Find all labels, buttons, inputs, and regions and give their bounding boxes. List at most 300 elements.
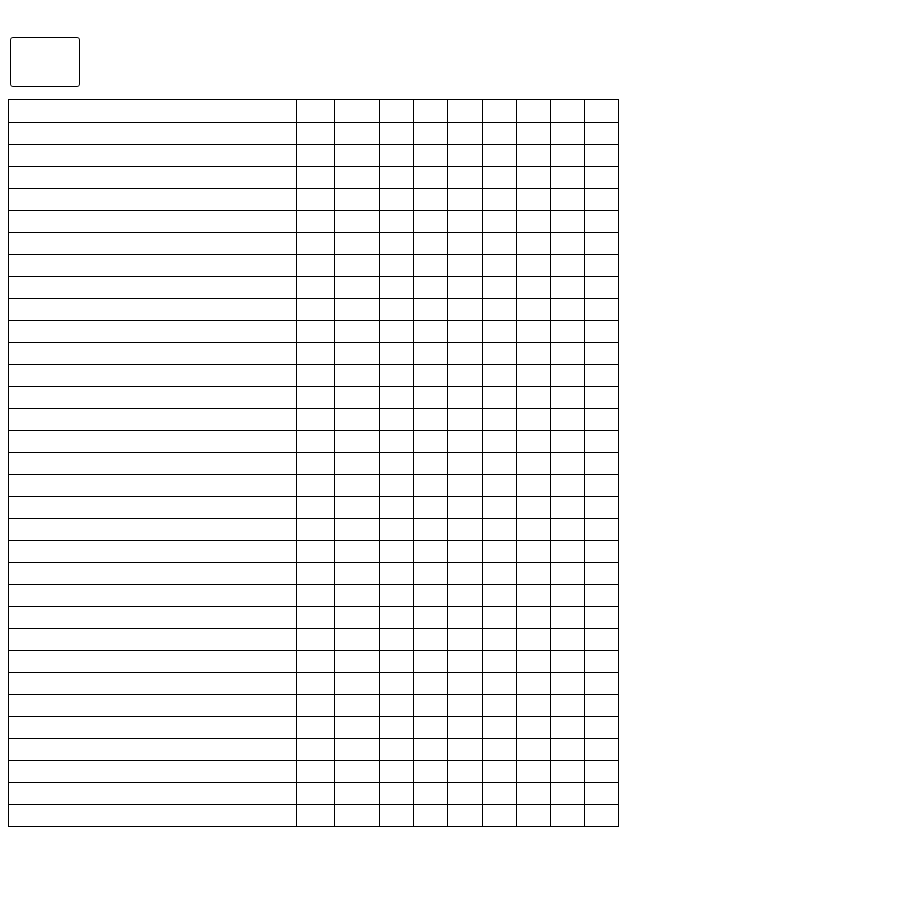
stop-name (9, 695, 297, 717)
departure-time (448, 387, 483, 409)
sum-value (335, 805, 380, 827)
departure-time (448, 585, 483, 607)
sum-value (335, 431, 380, 453)
sum-value (335, 739, 380, 761)
departure-time (448, 321, 483, 343)
table-row (9, 255, 619, 277)
departure-time (414, 783, 448, 805)
departure-time (483, 585, 517, 607)
departure-time (517, 277, 551, 299)
departure-time (517, 673, 551, 695)
stop-name (9, 277, 297, 299)
departure-time (414, 585, 448, 607)
sum-value (335, 321, 380, 343)
departure-time (448, 629, 483, 651)
km-value (297, 211, 335, 233)
sum-header (335, 100, 380, 123)
departure-time (585, 431, 619, 453)
departure-time (380, 761, 414, 783)
departure-time (483, 321, 517, 343)
departure-time (448, 145, 483, 167)
sum-value (335, 277, 380, 299)
day-code (517, 123, 551, 145)
departure-time (414, 629, 448, 651)
departure-time (483, 673, 517, 695)
departure-time (551, 497, 585, 519)
departure-time (448, 651, 483, 673)
stop-name (9, 783, 297, 805)
stop-name (9, 365, 297, 387)
departure-time (448, 673, 483, 695)
departure-time (551, 805, 585, 827)
stop-name (9, 585, 297, 607)
departure-time (448, 409, 483, 431)
departure-time (551, 739, 585, 761)
sum-value (335, 783, 380, 805)
table-row (9, 365, 619, 387)
departure-time (517, 629, 551, 651)
departure-time (517, 343, 551, 365)
stop-name (9, 409, 297, 431)
departure-time (483, 783, 517, 805)
table-row (9, 189, 619, 211)
departure-time (551, 629, 585, 651)
stop-name (9, 717, 297, 739)
departure-time (414, 409, 448, 431)
departure-time (483, 805, 517, 827)
departure-time (551, 343, 585, 365)
stop-name (9, 497, 297, 519)
departure-time (483, 409, 517, 431)
departure-time (448, 695, 483, 717)
departure-time (585, 211, 619, 233)
departure-time (448, 761, 483, 783)
departure-time (551, 431, 585, 453)
sum-value (335, 585, 380, 607)
departure-time (517, 607, 551, 629)
departure-time (585, 607, 619, 629)
departure-time (448, 431, 483, 453)
km-value (297, 585, 335, 607)
departure-time (517, 233, 551, 255)
sum-value (335, 453, 380, 475)
departure-time (380, 211, 414, 233)
km-value (297, 497, 335, 519)
km-value (297, 651, 335, 673)
departure-time (517, 255, 551, 277)
departure-time (585, 277, 619, 299)
departure-time (448, 717, 483, 739)
table-row (9, 673, 619, 695)
departure-time (380, 409, 414, 431)
table-row (9, 277, 619, 299)
departure-time (448, 167, 483, 189)
departure-time (517, 519, 551, 541)
departure-time (380, 651, 414, 673)
stop-name (9, 233, 297, 255)
departure-time (517, 651, 551, 673)
departure-time (448, 475, 483, 497)
km-value (297, 409, 335, 431)
sum-value (335, 475, 380, 497)
departure-time (414, 805, 448, 827)
table-row (9, 717, 619, 739)
departure-time (380, 387, 414, 409)
sum-value (335, 387, 380, 409)
departure-time (380, 541, 414, 563)
stop-name (9, 651, 297, 673)
departure-time (414, 387, 448, 409)
departure-time (551, 607, 585, 629)
course-number (585, 100, 619, 123)
departure-time (448, 255, 483, 277)
departure-time (551, 387, 585, 409)
departure-time (448, 607, 483, 629)
sum-value (335, 299, 380, 321)
km-value (297, 519, 335, 541)
departure-time (483, 277, 517, 299)
km-value (297, 695, 335, 717)
table-row (9, 805, 619, 827)
stop-name (9, 607, 297, 629)
km-value (297, 255, 335, 277)
departure-time (483, 189, 517, 211)
departure-time (551, 585, 585, 607)
departure-time (551, 761, 585, 783)
departure-time (483, 563, 517, 585)
departure-time (551, 673, 585, 695)
km-value (297, 673, 335, 695)
departure-time (414, 299, 448, 321)
departure-time (414, 761, 448, 783)
stop-name (9, 431, 297, 453)
km-value (297, 783, 335, 805)
departure-time (517, 387, 551, 409)
departure-time (380, 321, 414, 343)
km-value (297, 607, 335, 629)
departure-time (414, 673, 448, 695)
stop-name (9, 453, 297, 475)
departure-time (414, 431, 448, 453)
departure-time (551, 783, 585, 805)
departure-time (585, 299, 619, 321)
departure-time (380, 233, 414, 255)
departure-time (585, 563, 619, 585)
table-row (9, 453, 619, 475)
table-row (9, 343, 619, 365)
departure-time (483, 387, 517, 409)
sum-value (335, 255, 380, 277)
departure-time (551, 277, 585, 299)
departure-time (380, 189, 414, 211)
stop-name (9, 629, 297, 651)
departure-time (483, 145, 517, 167)
table-row (9, 145, 619, 167)
table-row (9, 409, 619, 431)
table-row (9, 431, 619, 453)
departure-time (551, 145, 585, 167)
km-value (297, 233, 335, 255)
departure-time (551, 519, 585, 541)
departure-time (380, 783, 414, 805)
km-value (297, 167, 335, 189)
departure-time (448, 497, 483, 519)
departure-time (414, 497, 448, 519)
departure-time (483, 431, 517, 453)
departure-time (585, 189, 619, 211)
departure-time (380, 673, 414, 695)
km-value (297, 189, 335, 211)
departure-time (551, 365, 585, 387)
departure-time (414, 233, 448, 255)
departure-time (585, 805, 619, 827)
departure-time (551, 233, 585, 255)
departure-time (551, 541, 585, 563)
departure-time (414, 717, 448, 739)
departure-time (414, 651, 448, 673)
course-number (483, 100, 517, 123)
departure-time (414, 167, 448, 189)
departure-time (414, 211, 448, 233)
departure-time (483, 167, 517, 189)
km-value (297, 321, 335, 343)
blank-cell (9, 123, 297, 145)
departure-time (585, 519, 619, 541)
departure-time (483, 651, 517, 673)
table-row (9, 299, 619, 321)
departure-time (448, 277, 483, 299)
stop-name (9, 211, 297, 233)
departure-time (414, 145, 448, 167)
table-row (9, 563, 619, 585)
km-value (297, 475, 335, 497)
departure-time (414, 365, 448, 387)
departure-time (517, 321, 551, 343)
table-row (9, 541, 619, 563)
sum-value (335, 497, 380, 519)
km-value (297, 761, 335, 783)
departure-time (380, 563, 414, 585)
stop-name (9, 321, 297, 343)
departure-time (517, 189, 551, 211)
table-row (9, 629, 619, 651)
km-value (297, 365, 335, 387)
departure-time (585, 695, 619, 717)
stop-name (9, 299, 297, 321)
table-row (9, 783, 619, 805)
departure-time (448, 189, 483, 211)
departure-time (414, 563, 448, 585)
departure-time (414, 607, 448, 629)
arrow-down-icon (335, 145, 380, 167)
departure-time (585, 387, 619, 409)
departure-time (483, 519, 517, 541)
departure-time (380, 365, 414, 387)
departure-time (414, 695, 448, 717)
departure-time (585, 145, 619, 167)
departure-time (517, 717, 551, 739)
course-number (551, 100, 585, 123)
table-row (9, 607, 619, 629)
stop-name (9, 189, 297, 211)
departure-time (585, 739, 619, 761)
departure-time (585, 453, 619, 475)
sum-value (335, 761, 380, 783)
stop-name (9, 673, 297, 695)
table-row (9, 211, 619, 233)
departure-time (380, 255, 414, 277)
departure-time (551, 453, 585, 475)
table-row (9, 695, 619, 717)
departure-time (483, 541, 517, 563)
course-number (380, 100, 414, 123)
departure-time (448, 541, 483, 563)
departure-time (517, 805, 551, 827)
stop-name (9, 475, 297, 497)
table-row (9, 387, 619, 409)
departure-time (483, 761, 517, 783)
departure-time (517, 409, 551, 431)
departure-time (448, 805, 483, 827)
stop-name (9, 739, 297, 761)
departure-time (551, 299, 585, 321)
departure-time (517, 695, 551, 717)
departure-time (585, 717, 619, 739)
departure-time (448, 299, 483, 321)
km-value (297, 805, 335, 827)
departure-time (551, 255, 585, 277)
day-code (414, 123, 448, 145)
departure-time (380, 145, 414, 167)
departure-time (380, 519, 414, 541)
departure-time (551, 651, 585, 673)
departure-time (448, 365, 483, 387)
departure-time (585, 255, 619, 277)
table-row (9, 167, 619, 189)
departure-time (517, 783, 551, 805)
departure-time (380, 431, 414, 453)
departure-time (380, 497, 414, 519)
sum-value (335, 541, 380, 563)
departure-time (517, 475, 551, 497)
departure-time (380, 299, 414, 321)
km-value (297, 343, 335, 365)
departure-time (380, 739, 414, 761)
departure-time (483, 233, 517, 255)
departure-time (448, 453, 483, 475)
table-row (9, 233, 619, 255)
departure-time (483, 255, 517, 277)
table-row (9, 497, 619, 519)
day-code (483, 123, 517, 145)
departure-time (551, 211, 585, 233)
departure-time (380, 475, 414, 497)
blank-cell (297, 123, 335, 145)
km-value (297, 739, 335, 761)
km-value (297, 629, 335, 651)
stop-name (9, 343, 297, 365)
stop-name (9, 387, 297, 409)
km-value (297, 717, 335, 739)
course-number-label (9, 100, 297, 123)
departure-time (517, 431, 551, 453)
day-code (448, 123, 483, 145)
departure-time (483, 365, 517, 387)
sum-value (335, 211, 380, 233)
departure-time (517, 761, 551, 783)
departure-time (551, 695, 585, 717)
departure-time (585, 475, 619, 497)
sum-value (335, 607, 380, 629)
departure-time (517, 563, 551, 585)
course-number (414, 100, 448, 123)
stop-name (9, 519, 297, 541)
departure-time (551, 167, 585, 189)
departure-time (448, 739, 483, 761)
departure-time (585, 783, 619, 805)
departure-time (448, 211, 483, 233)
departure-time (517, 211, 551, 233)
sum-value (335, 409, 380, 431)
departure-time (380, 629, 414, 651)
course-number (448, 100, 483, 123)
departure-time (585, 673, 619, 695)
stop-name (9, 255, 297, 277)
table-row (9, 651, 619, 673)
stop-name (9, 167, 297, 189)
km-value (297, 277, 335, 299)
departure-time (414, 519, 448, 541)
departure-time (483, 475, 517, 497)
departure-time (585, 321, 619, 343)
departure-time (517, 585, 551, 607)
departure-time (517, 167, 551, 189)
departure-time (483, 299, 517, 321)
stop-name (9, 761, 297, 783)
table-row (9, 739, 619, 761)
km-value (297, 541, 335, 563)
departure-time (585, 497, 619, 519)
departure-time (483, 211, 517, 233)
sum-value (335, 233, 380, 255)
stop-name (9, 541, 297, 563)
departure-time (448, 343, 483, 365)
km-header (297, 100, 335, 123)
course-number (517, 100, 551, 123)
departure-time (448, 519, 483, 541)
departure-time (414, 343, 448, 365)
departure-time (585, 409, 619, 431)
day-code (380, 123, 414, 145)
departure-time (380, 695, 414, 717)
departure-time (380, 805, 414, 827)
table-row (9, 761, 619, 783)
departure-time (585, 233, 619, 255)
departure-time (517, 365, 551, 387)
sum-value (335, 519, 380, 541)
blank-cell (335, 123, 380, 145)
departure-time (414, 541, 448, 563)
sum-value (335, 343, 380, 365)
departure-time (414, 277, 448, 299)
departure-time (517, 739, 551, 761)
departure-time (448, 563, 483, 585)
departure-time (585, 541, 619, 563)
sum-value (335, 651, 380, 673)
sum-value (335, 563, 380, 585)
departure-time (517, 497, 551, 519)
timetable (8, 99, 619, 827)
